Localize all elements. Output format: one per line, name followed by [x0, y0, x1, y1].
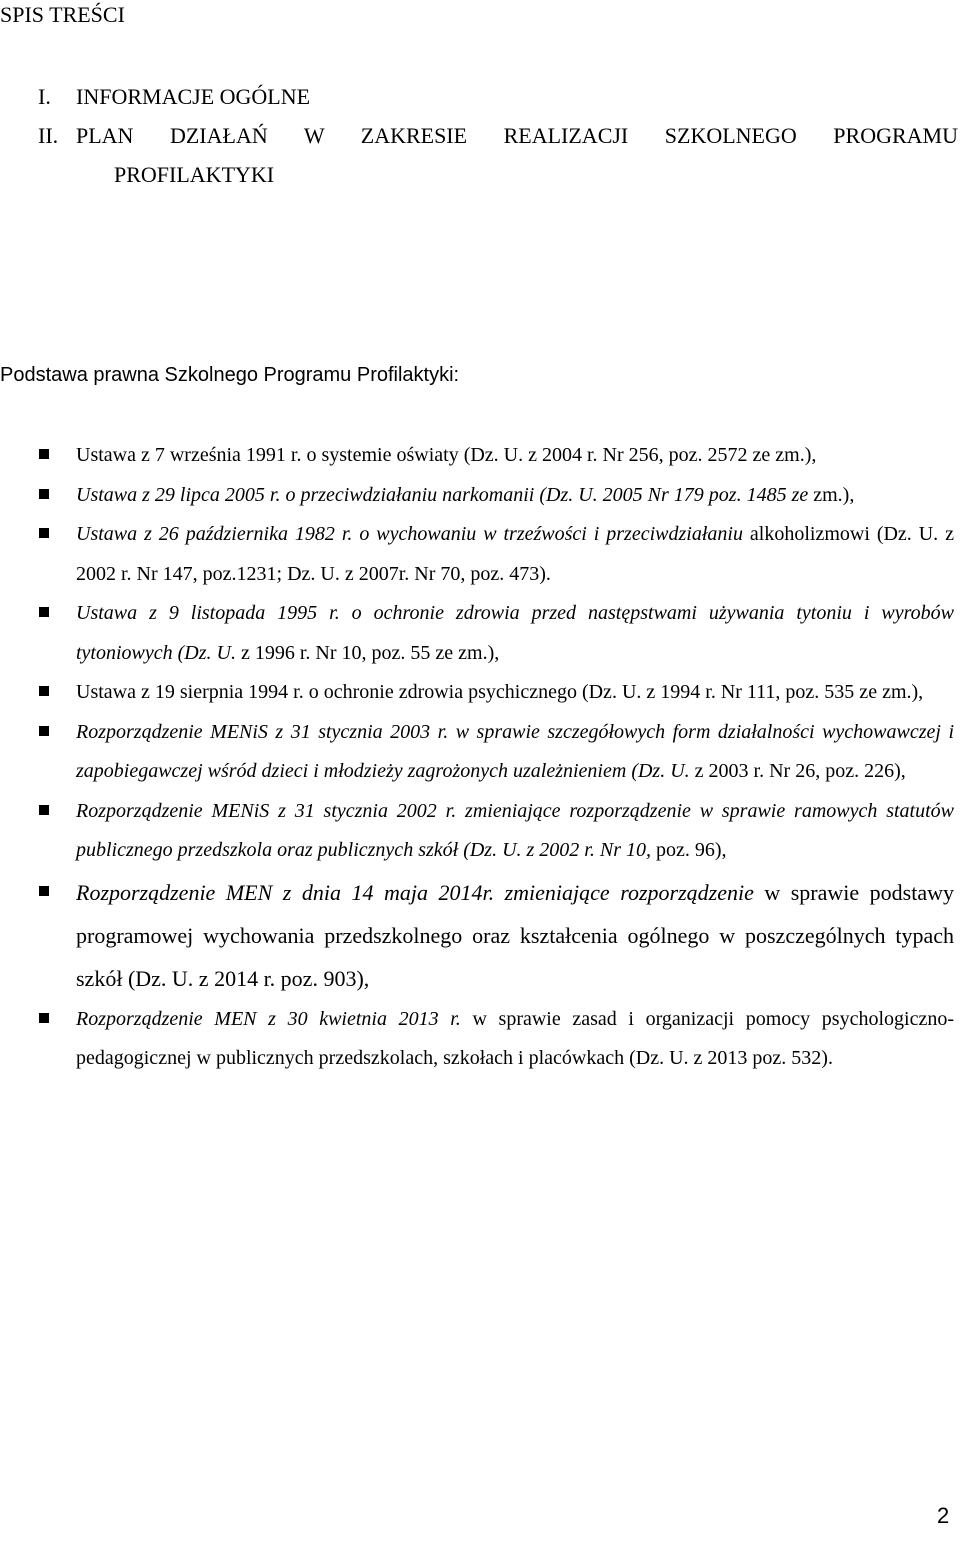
- toc-item-1[interactable]: [38, 84, 310, 110]
- section-heading: Podstawa prawna Szkolnego Programu Profilaktyki:: [0, 364, 460, 386]
- toc-item-label: PLAN DZIAŁAŃ W ZAKRESIE REALIZACJI SZKOLNEGO PROGRAMU: [76, 123, 958, 148]
- square-bullet-icon: [39, 1013, 49, 1023]
- legal-act-reference: poz. 96),: [651, 839, 727, 861]
- legal-basis-item: [76, 594, 954, 673]
- square-bullet-icon: [39, 726, 49, 736]
- square-bullet-icon: [39, 686, 49, 696]
- legal-basis-item: [76, 515, 954, 594]
- square-bullet-icon: [39, 805, 49, 815]
- toc-item-number: I.: [38, 84, 51, 109]
- legal-basis-item: [76, 713, 954, 792]
- legal-basis-item: [76, 792, 954, 871]
- legal-act-reference: alkoholizmowi (Dz. U. z 2002 r. Nr 147, poz.1231; Dz. U. z 2007r. Nr 70, poz. 473).: [76, 523, 955, 585]
- legal-act-reference: zm.),: [808, 483, 855, 506]
- legal-act-reference: z 1996 r. Nr 10, poz. 55 ze zm.),: [235, 641, 500, 664]
- square-bullet-icon: [39, 449, 49, 459]
- square-bullet-icon: [39, 886, 49, 896]
- legal-basis-item: [76, 673, 954, 713]
- legal-act-title: Rozporządzenie MEN z dnia 14 maja 2014r. zmieniające rozporządzenie: [76, 879, 754, 905]
- square-bullet-icon: [39, 489, 49, 499]
- toc-item-number: II.: [38, 123, 59, 148]
- legal-act-title: Rozporządzenie MEN z 30 kwietnia 2013 r.: [76, 1007, 461, 1030]
- legal-basis-item: [76, 436, 954, 476]
- legal-act-title: Ustawa z 9 listopada 1995 r. o ochronie zdrowia przed następstwami używania tytoniu i wyrobów tytoniowych (Dz. U.: [76, 602, 954, 664]
- toc-title: SPIS TREŚCI: [0, 2, 125, 27]
- toc-item-label: INFORMACJE OGÓLNE: [76, 84, 311, 109]
- legal-act-title: Ustawa z 26 października 1982 r. o wychowaniu w trzeźwości i przeciwdziałaniu: [76, 523, 743, 545]
- square-bullet-icon: [39, 607, 49, 617]
- legal-act-title: Rozporządzenie MENiS z 31 stycznia 2002 r. zmieniające rozporządzenie w sprawie ramowych statutów publicznego przedszkola oraz publicznych szkół (Dz. U. z 2002 r. Nr 10,: [76, 799, 954, 861]
- square-bullet-icon: [39, 528, 49, 538]
- toc-item-2-continuation: PROFILAKTYKI: [114, 162, 275, 187]
- legal-basis-item: [76, 1000, 954, 1079]
- legal-act-reference: w sprawie podstawy programowej wychowania przedszkolnego oraz kształcenia ogólnego w poszczególnych typach szkół (Dz. U. z 2014 r. poz. 903),: [76, 879, 954, 991]
- legal-act-reference: Ustawa z 19 sierpnia 1994 r. o ochronie zdrowia psychicznego (Dz. U. z 1994 r. Nr 111, poz. 535 ze zm.),: [76, 681, 924, 703]
- page-number: 2: [937, 1503, 950, 1528]
- legal-act-title: Rozporządzenie MENiS z 31 stycznia 2003 r. w sprawie szczegółowych form działalności wychowawczej i zapobiegawczej wśród dzieci i młodzieży zagrożonych uzależnieniem (Dz. U.: [76, 720, 954, 782]
- legal-basis-list: [76, 436, 954, 1079]
- legal-act-reference: w sprawie zasad i organizacji pomocy psychologiczno-pedagogicznej w publicznych przedszkolach, szkołach i placówkach (Dz. U. z 2013 poz. 532).: [76, 1007, 954, 1069]
- legal-act-title: Ustawa z 29 lipca 2005 r. o przeciwdziałaniu narkomanii (Dz. U. 2005 Nr 179 poz. 1485 ze: [76, 483, 809, 506]
- legal-act-reference: z 2003 r. Nr 26, poz. 226),: [689, 760, 906, 782]
- legal-basis-item: [76, 476, 954, 516]
- legal-basis-item: [76, 871, 954, 1000]
- legal-act-reference: Ustawa z 7 września 1991 r. o systemie oświaty (Dz. U. z 2004 r. Nr 256, poz. 2572 ze zm.),: [76, 444, 817, 466]
- toc-item-2[interactable]: [38, 123, 958, 149]
